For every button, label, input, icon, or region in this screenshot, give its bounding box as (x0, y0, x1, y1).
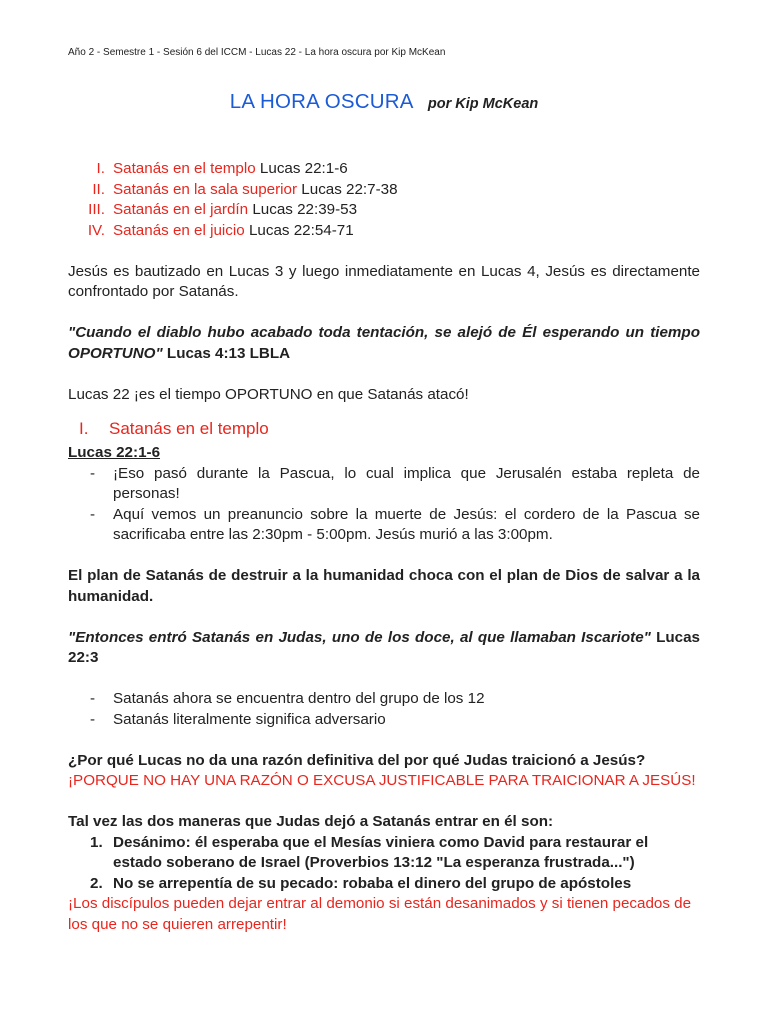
page-header: Año 2 - Semestre 1 - Sesión 6 del ICCM - Lucas 22 - La hora oscura por Kip McKean (68, 47, 446, 58)
intro-paragraph: Jesús es bautizado en Lucas 3 y luego inmediatamente en Lucas 4, Jesús es directamente confrontado por Satanás. (68, 262, 700, 300)
section-title: Satanás en el templo (109, 419, 269, 438)
quote-ref: Lucas 22:3 (68, 628, 700, 666)
outline-item (68, 180, 700, 201)
outline-topic: Satanás en la sala superior (113, 180, 298, 198)
outline-topic: Satanás en el templo (113, 160, 256, 177)
way-item (68, 833, 700, 874)
bullet-text: Satanás literalmente significa adversario (113, 710, 386, 728)
outline-item (68, 200, 700, 221)
outline-ref: Lucas 22:7-38 (301, 180, 398, 198)
outline-topic: Satanás en el jardín (113, 201, 249, 218)
outline-number: II. (92, 180, 105, 198)
question-text: ¿Por qué Lucas no da una razón definitiva del por qué Judas traicionó a Jesús? (68, 751, 646, 769)
bullet-text: Aquí vemos un preanuncio sobre la muerte de Jesús: el cordero de la Pascua se sacrificaba entre las 2:30pm - 5:00pm. Jesús murió a las 3:00pm. (113, 505, 700, 543)
way-number: 1. (90, 833, 103, 851)
bullet-text: ¡Eso pasó durante la Pascua, lo cual implica que Jerusalén estaba repleta de personas! (113, 464, 700, 502)
way-number: 2. (90, 874, 103, 892)
outline-topic: Satanás en el juicio (113, 221, 245, 239)
outline-list (68, 159, 700, 241)
title-row (0, 90, 768, 114)
way-text: No se arrepentía de su pecado: robaba el dinero del grupo de apóstoles (113, 874, 632, 892)
bullet-item: - Aquí vemos un preanuncio sobre la muerte de Jesús: el cordero de la Pascua se sacrificaba entre las 2:30pm - 5:00pm. Jesús murió a las 3:00pm. (90, 505, 700, 543)
outline-ref: Lucas 22:54-71 (248, 221, 354, 239)
document-title: LA HORA OSCURA (229, 90, 414, 113)
section-heading (68, 419, 700, 443)
quote-text: "Entonces entró Satanás en Judas, uno de los doce, al que llamaban Iscariote" (68, 628, 651, 646)
section-bullets (68, 464, 700, 546)
author-byline: por Kip McKean (427, 96, 539, 112)
bullet-text: Satanás ahora se encuentra dentro del grupo de los 12 (113, 690, 485, 707)
outline-item (68, 221, 700, 242)
plan-paragraph: El plan de Satanás de destruir a la humanidad choca con el plan de Dios de salvar a la humanidad. (68, 567, 700, 605)
outline-number: I. (96, 160, 105, 177)
judas-quote-paragraph (68, 628, 700, 669)
oportuno-paragraph: Lucas 22 ¡es el tiempo OPORTUNO en que Satanás atacó! (68, 385, 469, 403)
way-text: Desánimo: él esperaba que el Mesías viniera como David para restaurar el estado soberano de Israel (Proverbios 13:12 "La esperanza frustrada...") (113, 833, 649, 871)
outline-item (68, 159, 700, 180)
ways-list (68, 833, 700, 895)
bullet-item: - ¡Eso pasó durante la Pascua, lo cual implica que Jerusalén estaba repleta de personas! (90, 464, 700, 502)
outline-ref: Lucas 22:39-53 (252, 201, 358, 218)
satan-bullets (68, 689, 700, 730)
quote-paragraph (68, 323, 700, 364)
outline-number: IV. (87, 221, 105, 239)
outline-number: III. (88, 201, 105, 218)
section-number: I. (79, 419, 89, 438)
quote-text: "Cuando el diablo hubo acabado toda tentación, se alejó de Él esperando un tiempo OPORTUNO" (68, 324, 700, 362)
outline-ref: Lucas 22:1-6 (259, 160, 348, 177)
ways-intro: Tal vez las dos maneras que Judas dejó a Satanás entrar en él son: (68, 813, 554, 830)
bullet-item: - Satanás ahora se encuentra dentro del grupo de los 12 (90, 690, 485, 707)
way-item (68, 874, 700, 895)
quote-ref: Lucas 4:13 LBLA (166, 344, 291, 362)
conclusion-text: ¡Los discípulos pueden dejar entrar al demonio si están desanimados y si tienen pecados de los que no se quieren arrepentir! (68, 895, 692, 933)
section-reference: Lucas 22:1-6 (68, 444, 161, 461)
document-body (68, 159, 700, 935)
answer-text: ¡PORQUE NO HAY UNA RAZÓN O EXCUSA JUSTIFICABLE PARA TRAICIONAR A JESÚS! (68, 772, 696, 789)
bullet-item: - Satanás literalmente significa adversario (90, 710, 386, 728)
